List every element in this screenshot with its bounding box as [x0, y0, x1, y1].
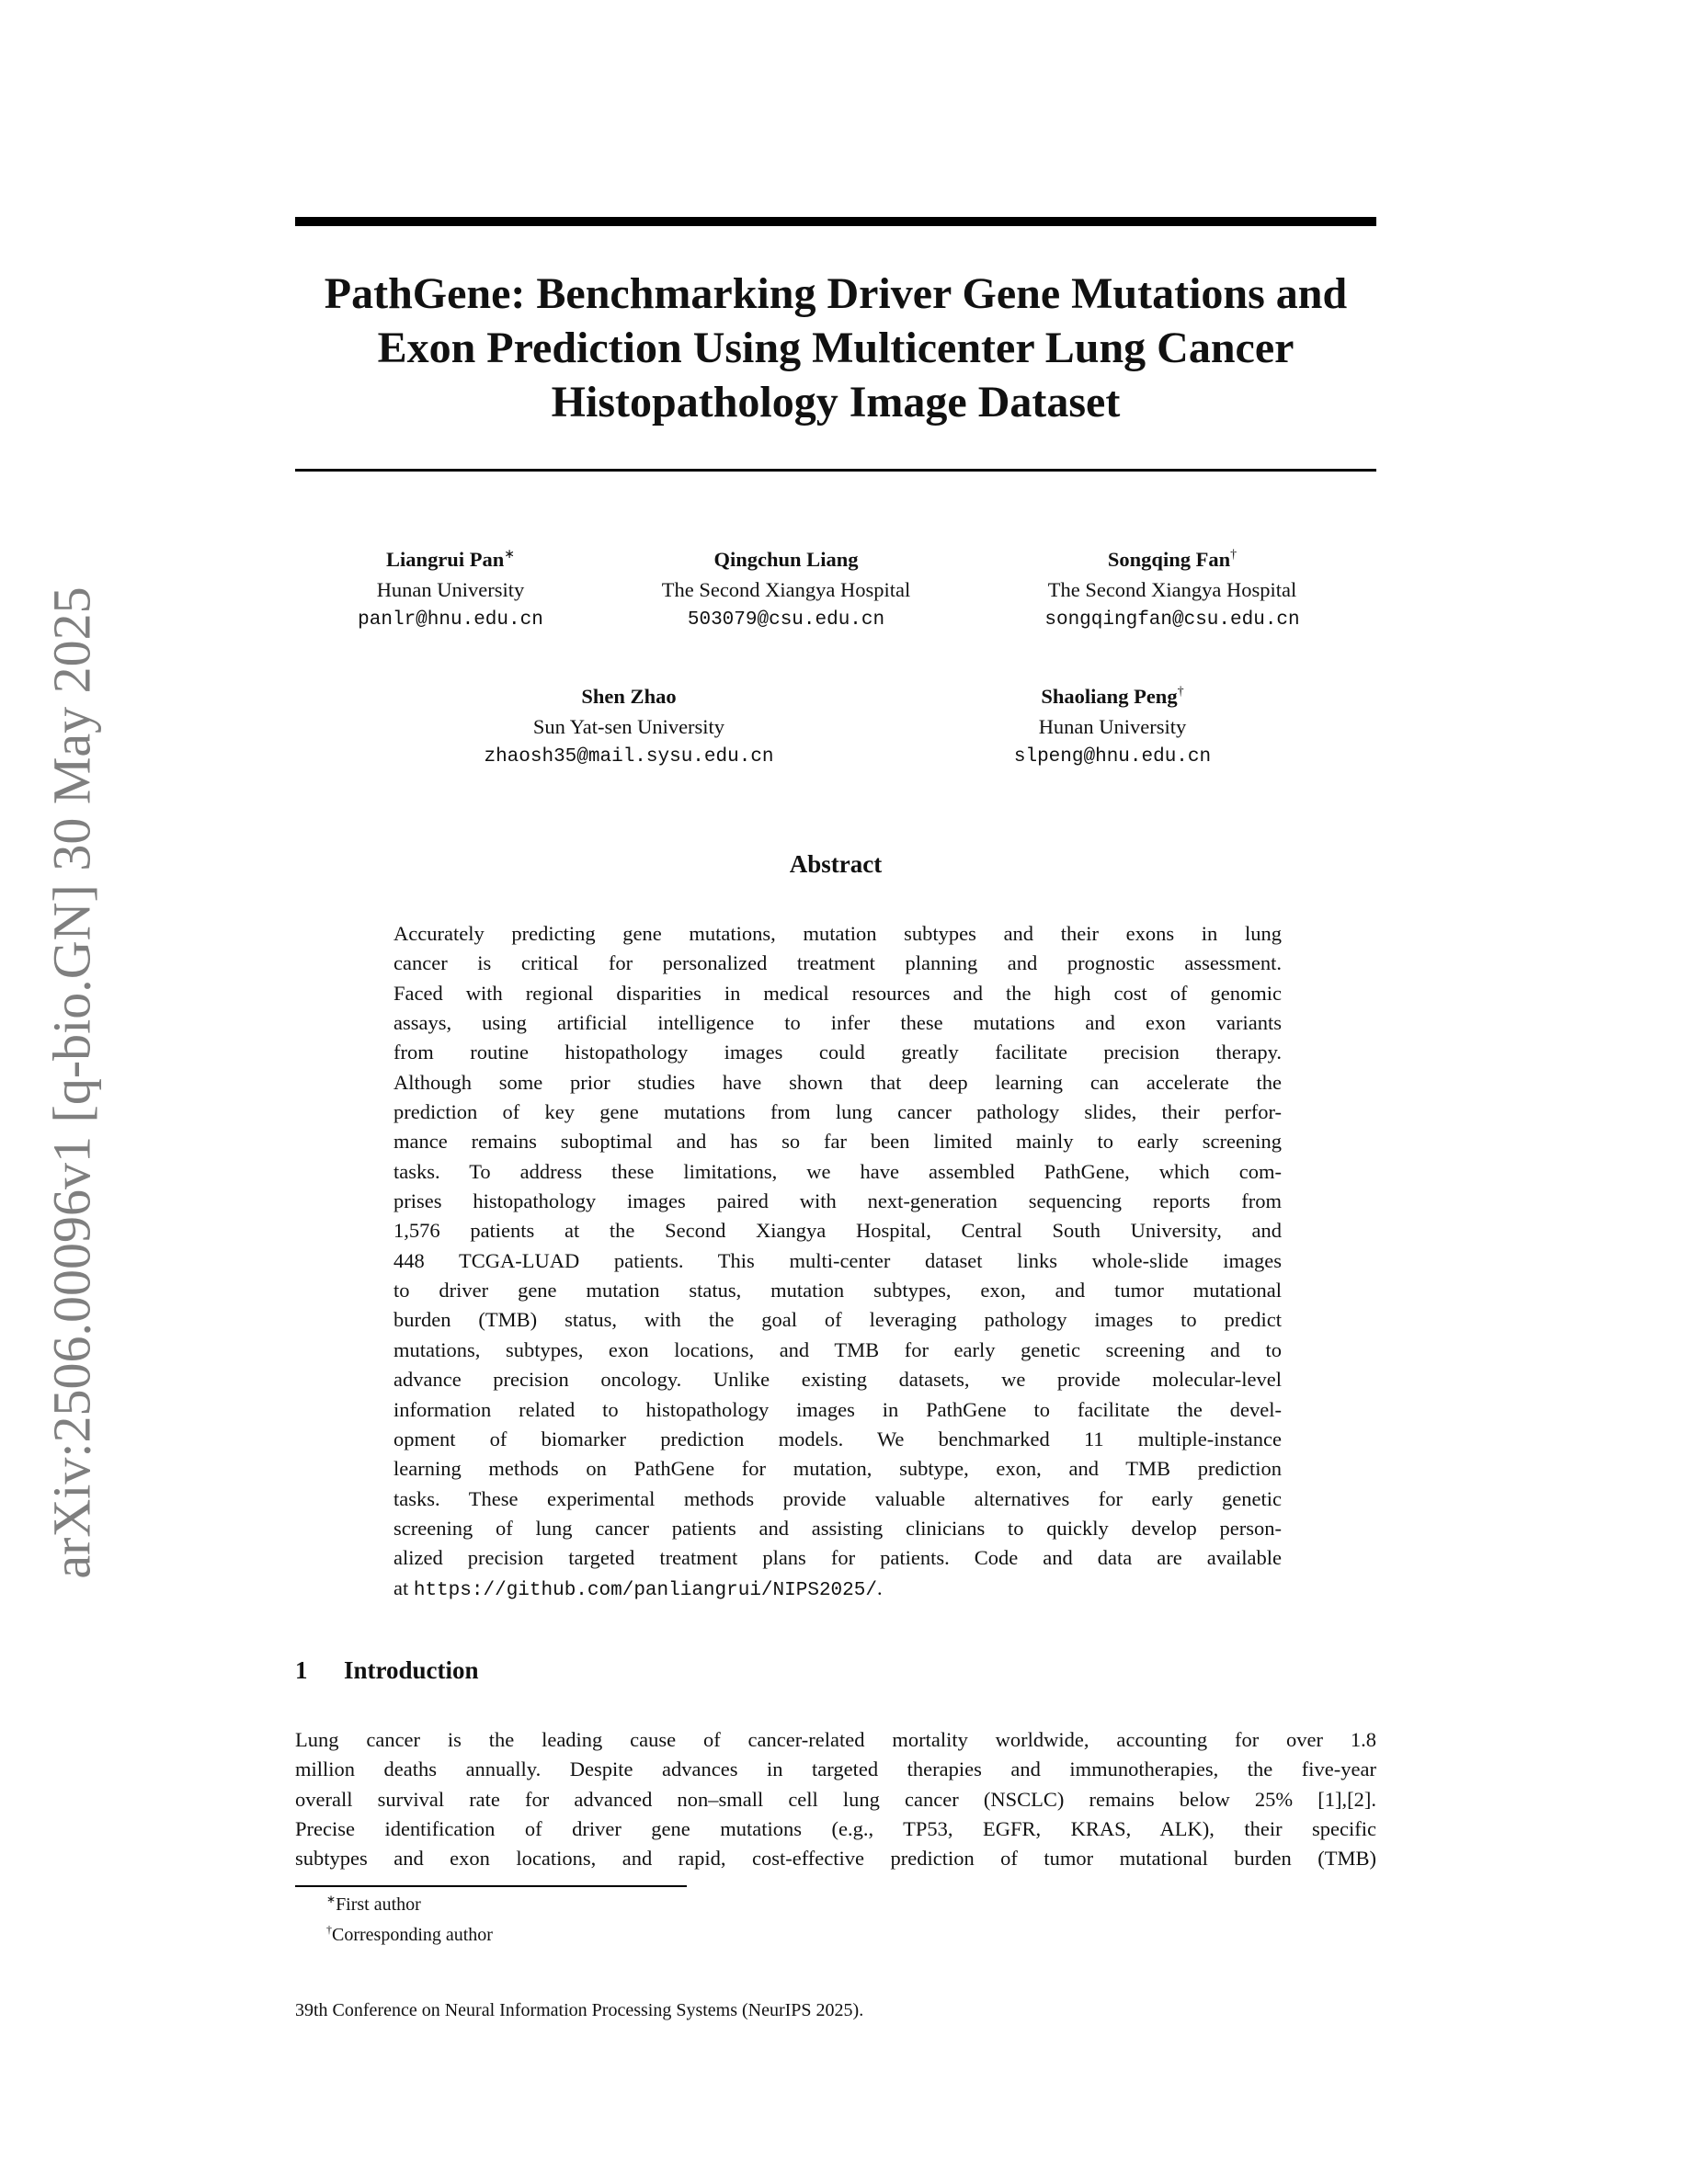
footnote-rule — [295, 1885, 687, 1887]
abstract-line — [393, 1574, 1282, 1606]
abstract-line: screening of lung cancer patients and assisting clinicians to quickly develop person- — [393, 1516, 1282, 1540]
section-number: 1 — [295, 1656, 308, 1684]
abstract-line: alized precision targeted treatment plans for patients. Code and data are available — [393, 1546, 1282, 1570]
abstract-line: 448 TCGA-LUAD patients. This multi-center dataset links whole-slide images — [393, 1248, 1282, 1272]
author-affiliation: Hunan University — [376, 578, 525, 601]
abstract-line: from routine histopathology images could greatly facilitate precision therapy. — [393, 1041, 1282, 1064]
footnote-text: First author — [336, 1894, 421, 1915]
footnote-mark: ∗ — [326, 1893, 336, 1905]
footnote-text: Corresponding author — [332, 1925, 493, 1945]
arxiv-stamp: arXiv:2506.00096v1 [q-bio.GN] 30 May 2025 — [41, 586, 102, 1579]
abstract-line: mutations, subtypes, exon locations, and TMB for early genetic screening and to — [393, 1337, 1282, 1361]
author-mark: † — [1177, 685, 1184, 699]
author-email: panlr@hnu.edu.cn — [358, 609, 543, 631]
abstract-heading: Abstract — [789, 850, 883, 878]
abstract-line: to driver gene mutation status, mutation subtypes, exon, and tumor mutational — [393, 1279, 1282, 1302]
abstract-line: learning methods on PathGene for mutation, subtype, exon, and TMB prediction — [393, 1457, 1282, 1481]
abstract-text: at — [393, 1575, 414, 1599]
intro-line: Precise identification of driver gene mutations (e.g., TP53, EGFR, KRAS, ALK), their specific — [295, 1817, 1376, 1841]
abstract-line: burden (TMB) status, with the goal of leveraging pathology images to predict — [393, 1308, 1282, 1332]
section-heading-introduction — [295, 1656, 479, 1685]
author-affiliation: The Second Xiangya Hospital — [1047, 578, 1297, 601]
footnote-mark: † — [326, 1923, 332, 1936]
abstract-line: prises histopathology images paired with next-generation sequencing reports from — [393, 1189, 1282, 1213]
title-line: Histopathology Image Dataset — [551, 378, 1121, 427]
title-top-rule — [295, 217, 1376, 226]
abstract-body — [393, 919, 1282, 1606]
author-email: songqingfan@csu.edu.cn — [1044, 609, 1300, 631]
footnote — [326, 1892, 421, 1917]
intro-line: subtypes and exon locations, and rapid, cost-effective prediction of tumor mutational burden (TMB) — [295, 1847, 1376, 1871]
abstract-line: mance remains suboptimal and has so far been limited mainly to early screening — [393, 1130, 1282, 1154]
abstract-line: prediction of key gene mutations from lung cancer pathology slides, their perfor- — [393, 1100, 1282, 1124]
author-block — [933, 544, 1411, 635]
author-name: Shaoliang Peng — [1041, 685, 1178, 708]
section-title: Introduction — [344, 1656, 479, 1684]
author-mark: † — [1230, 548, 1237, 562]
author-name: Shen Zhao — [581, 685, 677, 708]
intro-line: million deaths annually. Despite advances in targeted therapies and immunotherapies, the five-year — [295, 1757, 1376, 1781]
title-bottom-rule — [295, 469, 1376, 472]
author-block — [390, 681, 868, 772]
intro-line: overall survival rate for advanced non–small cell lung cancer (NSCLC) remains below 25% [1],[2]. — [295, 1787, 1376, 1811]
author-affiliation: Hunan University — [1038, 715, 1187, 738]
abstract-line: advance precision oncology. Unlike existing datasets, we provide molecular-level — [393, 1368, 1282, 1392]
abstract-line: cancer is critical for personalized treatment planning and prognostic assessment. — [393, 951, 1282, 975]
author-block — [873, 681, 1352, 772]
author-name: Liangrui Pan — [386, 548, 505, 571]
author-name: Qingchun Liang — [713, 548, 859, 571]
author-mark: ∗ — [504, 548, 515, 562]
author-email: slpeng@hnu.edu.cn — [1013, 746, 1212, 768]
introduction-body — [295, 1725, 1376, 1874]
abstract-line: 1,576 patients at the Second Xiangya Hospital, Central South University, and — [393, 1219, 1282, 1243]
author-email: 503079@csu.edu.cn — [687, 609, 885, 631]
conference-note: 39th Conference on Neural Information Processing Systems (NeurIPS 2025). — [295, 2000, 864, 2020]
abstract-line: Faced with regional disparities in medical resources and the high cost of genomic — [393, 981, 1282, 1005]
author-name: Songqing Fan — [1107, 548, 1231, 571]
author-affiliation: The Second Xiangya Hospital — [661, 578, 911, 601]
abstract-text: . — [876, 1575, 883, 1599]
abstract-line: tasks. To address these limitations, we have assembled PathGene, which com- — [393, 1159, 1282, 1183]
paper-title — [295, 267, 1376, 429]
abstract-line: opment of biomarker prediction models. We benchmarked 11 multiple-instance — [393, 1427, 1282, 1450]
code-link[interactable]: https://github.com/panliangrui/NIPS2025/ — [413, 1579, 877, 1601]
abstract-line: Although some prior studies have shown that deep learning can accelerate the — [393, 1070, 1282, 1094]
author-email: zhaosh35@mail.sysu.edu.cn — [484, 746, 774, 768]
abstract-line: assays, using artificial intelligence to infer these mutations and exon variants — [393, 1011, 1282, 1035]
author-affiliation: Sun Yat-sen University — [532, 715, 725, 738]
intro-line: Lung cancer is the leading cause of cancer-related mortality worldwide, accounting for over 1.8 — [295, 1728, 1376, 1751]
title-line: Exon Prediction Using Multicenter Lung Cancer — [377, 324, 1295, 372]
abstract-line: Accurately predicting gene mutations, mutation subtypes and their exons in lung — [393, 922, 1282, 945]
abstract-line: tasks. These experimental methods provide valuable alternatives for early genetic — [393, 1486, 1282, 1510]
title-line: PathGene: Benchmarking Driver Gene Mutations and — [324, 269, 1348, 318]
abstract-line: information related to histopathology images in PathGene to facilitate the devel- — [393, 1397, 1282, 1421]
footnote — [326, 1922, 493, 1948]
